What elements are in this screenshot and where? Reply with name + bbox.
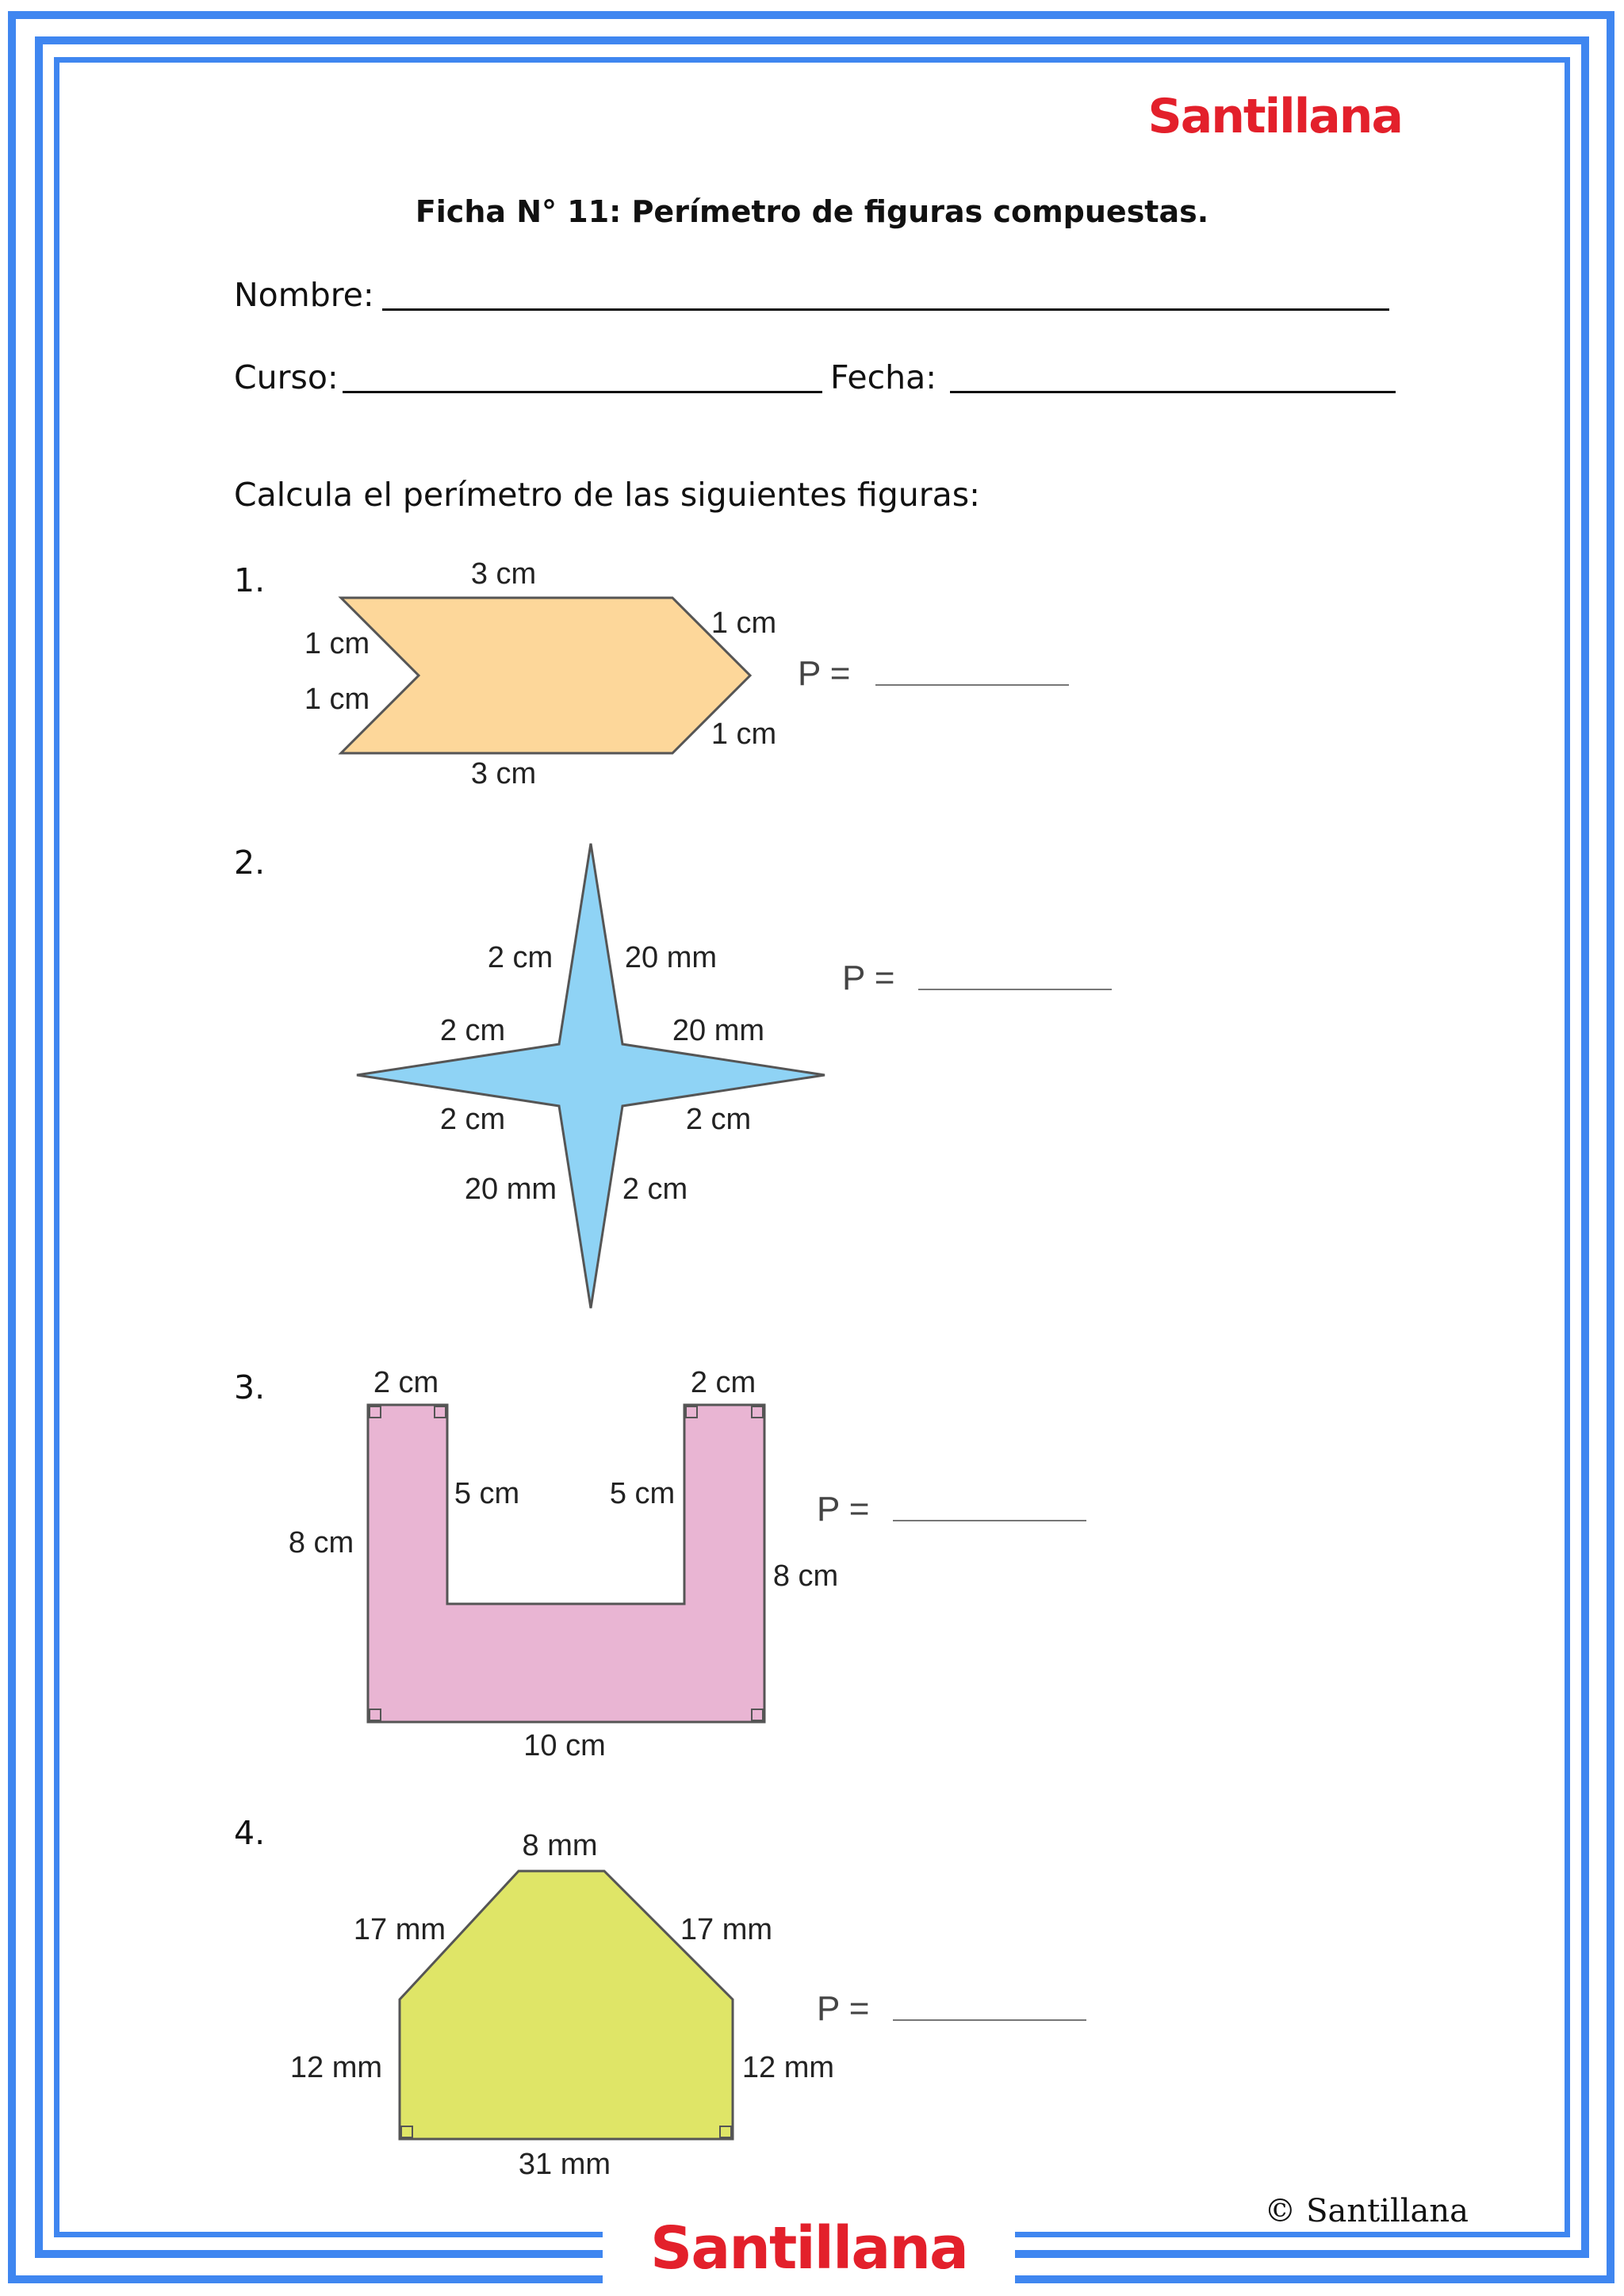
pentagon-shape <box>400 1871 733 2139</box>
answer-label: P = <box>842 959 895 997</box>
figure-4 <box>290 1829 1086 2181</box>
answer-label: P = <box>817 1989 870 2028</box>
label-top: 8 mm <box>522 1829 598 1862</box>
label-upper-left: 17 mm <box>353 1913 446 1946</box>
figure-3 <box>289 1366 1086 1762</box>
label-top-left: 2 cm <box>487 941 553 974</box>
exercise-number: 2. <box>234 844 266 882</box>
arrow-shape <box>341 598 750 753</box>
label-top-right: 2 cm <box>690 1366 756 1399</box>
label-top: 3 cm <box>470 557 537 591</box>
u-shape <box>368 1405 764 1722</box>
figure-1 <box>304 557 1069 790</box>
label-right: 12 mm <box>741 2051 835 2084</box>
label-bottom: 10 cm <box>523 1729 606 1762</box>
label-bottom-right: 2 cm <box>622 1173 688 1206</box>
label-inner-right: 5 cm <box>609 1477 676 1510</box>
label-left: 8 cm <box>288 1526 354 1559</box>
worksheet-title: Ficha N° 11: Perímetro de figuras compuestas. <box>415 194 1209 229</box>
label-right-bottom: 2 cm <box>685 1103 752 1136</box>
label-bottom: 31 mm <box>518 2148 611 2181</box>
label-left-lower: 1 cm <box>304 683 370 716</box>
course-label: Curso: <box>234 358 339 396</box>
exercise-number: 3. <box>234 1368 266 1406</box>
exercise-number: 4. <box>234 1814 266 1852</box>
label-left-bottom: 2 cm <box>439 1103 506 1136</box>
label-right-top: 20 mm <box>672 1014 765 1047</box>
exercise-number: 1. <box>234 561 266 599</box>
figure-2 <box>357 844 1112 1308</box>
label-inner-left: 5 cm <box>454 1477 520 1510</box>
copyright-text: © Santillana <box>1264 2193 1469 2229</box>
label-upper-right: 17 mm <box>680 1913 773 1946</box>
answer-label: P = <box>798 654 851 693</box>
answer-label: P = <box>817 1490 870 1529</box>
label-right: 8 cm <box>772 1559 839 1593</box>
label-right-lower: 1 cm <box>710 718 777 751</box>
label-bottom: 3 cm <box>470 757 537 790</box>
instruction-text: Calcula el perímetro de las siguientes figuras: <box>234 476 980 514</box>
footer-logo-box <box>603 2210 1015 2286</box>
brand-logo-top: Santillana <box>1147 89 1402 144</box>
star-shape <box>357 844 825 1308</box>
name-label: Nombre: <box>234 276 374 314</box>
label-bottom-left: 20 mm <box>464 1173 557 1206</box>
date-label: Fecha: <box>830 358 937 396</box>
label-top-left: 2 cm <box>373 1366 439 1399</box>
brand-logo-bottom: Santillana <box>650 2214 967 2283</box>
label-left: 12 mm <box>289 2051 383 2084</box>
label-left-top: 2 cm <box>439 1014 506 1047</box>
label-top-right: 20 mm <box>624 941 718 974</box>
label-right-upper: 1 cm <box>710 607 777 640</box>
label-left-upper: 1 cm <box>304 627 370 660</box>
